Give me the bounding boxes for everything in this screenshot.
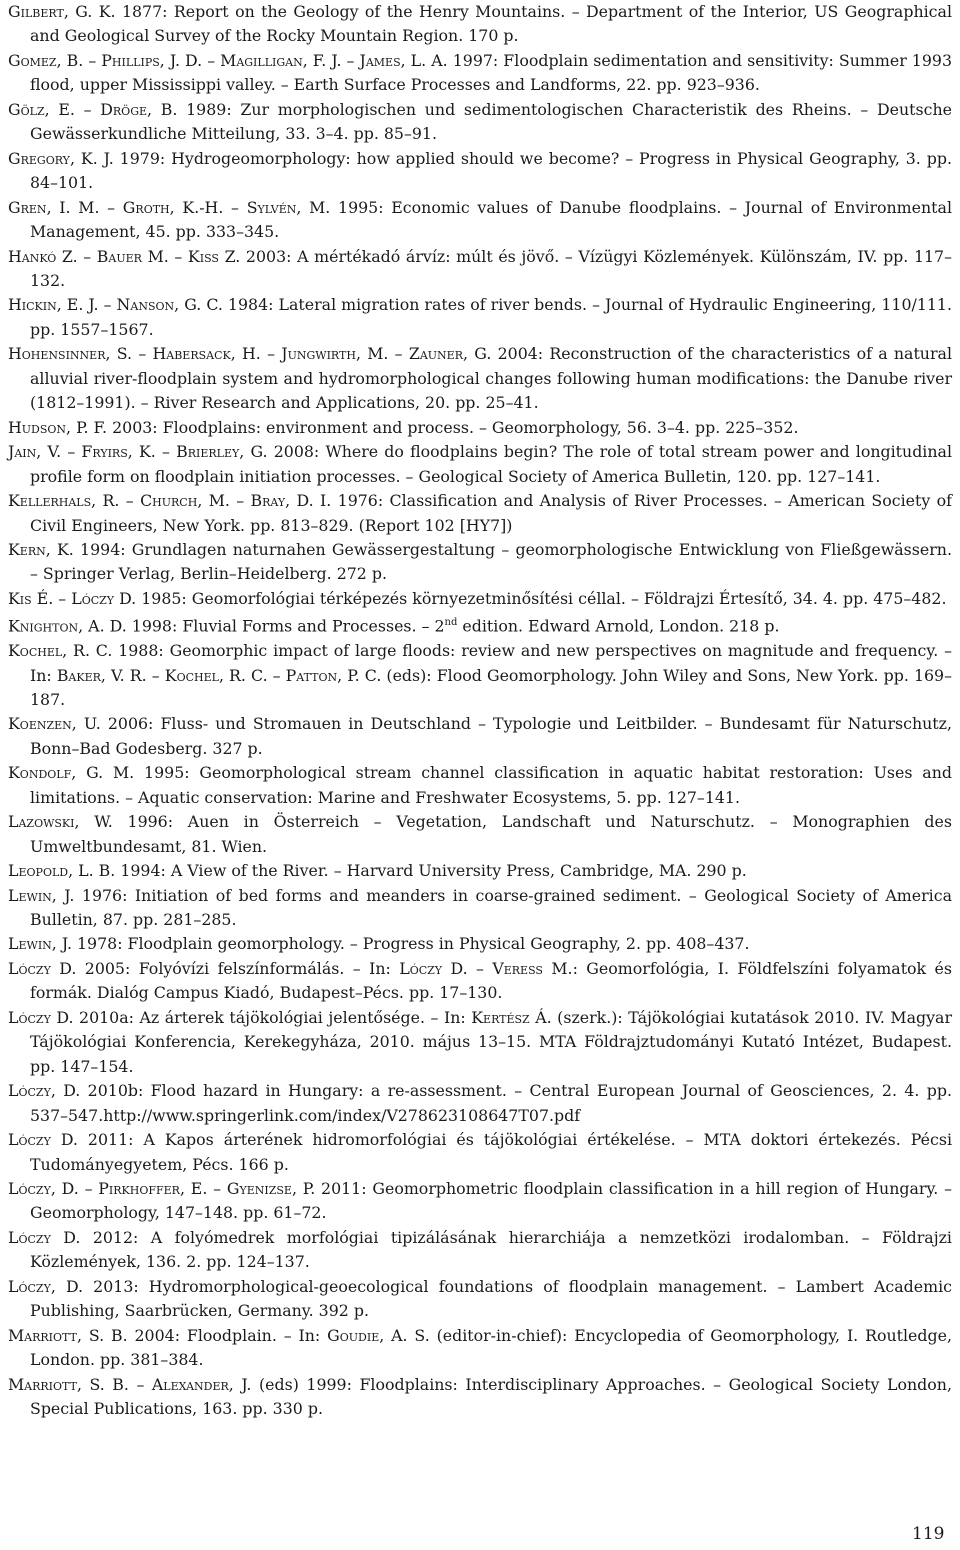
reference-entry [8,0,952,49]
author-name: Magilligan [220,50,303,70]
author-name: Kiss [187,246,219,266]
reference-text: , S. B. – [76,1374,152,1394]
author-name: Fryirs [81,442,128,462]
author-name: Phillips [101,50,160,70]
reference-entry [8,1006,952,1079]
author-name: Hohensinner [8,344,106,364]
reference-text: , K. 1994: Grundlagen naturnahen Gewässergestaltung – geomorphologische Entwicklung von Fließgewässern. – Springer Verlag, Berlin–Heidelberg. 272 p. [30,539,952,584]
author-name: Kondolf [8,763,72,783]
reference-text: , B. – [56,50,102,70]
author-name: Zauner [408,344,463,364]
author-name: Marriott [8,1374,77,1394]
reference-text: D. 2012: A folyómedrek morfológiai tipizálásának hierarchiája a nemzetközi irodalomban. – Földrajzi Közlemények, 136. 2. pp. 124–137. [30,1227,952,1272]
author-name: Lewin [8,885,52,905]
reference-text: , F. J. – [302,50,360,70]
reference-text: , D. 2013: Hydromorphological-geoecological foundations of floodplain management. – Lambert Academic Publishing, Saarbrücken, Germany. 392 p. [30,1276,952,1321]
reference-text: , E. J. – [56,295,117,315]
reference-entry [8,147,952,196]
reference-text: D. – [442,958,493,978]
reference-text: , E. – [179,1179,227,1199]
author-name: Bray [250,491,286,511]
reference-text: , V. R. – [100,665,165,685]
author-name: Gölz [8,99,45,119]
reference-text: , P. C. (eds): Flood Geomorphology. John Wiley and Sons, New York. pp. 169–187. [30,665,953,709]
reference-entry [8,587,952,611]
reference-text: , J. D. – [159,50,221,70]
reference-entry [8,342,952,415]
author-name: Jungwirth [281,344,356,364]
author-name: Hickin [8,295,57,315]
author-name: Dröge [100,99,148,119]
reference-text: , D. – [50,1179,99,1199]
author-name: Lóczy [71,588,115,608]
reference-entry [8,957,952,1006]
reference-entry [8,1226,952,1275]
reference-text: D. 2010a: Az árterek tájökológiai jelentősége. – In: [50,1007,472,1027]
reference-text: , J. 1976: Initiation of bed forms and meanders in coarse-grained sediment. – Geological Society of America Bulletin, 87. pp. 281–285. [30,885,952,930]
author-name: Goudie [327,1325,380,1345]
reference-entry [8,1128,952,1177]
reference-text: , S. B. 2004: Floodplain. – In: [76,1325,328,1345]
author-name: Jain [8,442,37,462]
reference-text: , D. 2010b: Flood hazard in Hungary: a re-assessment. – Central European Journal of Geosciences, 2. 4. pp. 537–547.http://www.springerlink.com/index/V278623108647T07.pdf [30,1081,952,1125]
author-name: Patton [285,665,338,685]
reference-entry [8,416,952,440]
reference-text: , A. S. (editor-in-chief): Encyclopedia of Geomorphology, I. Routledge, London. pp. 381–384. [30,1325,953,1370]
author-name: Alexander [151,1374,229,1394]
reference-entry [8,440,952,489]
author-name: Kellerhals [8,491,92,511]
reference-text: D. 2005: Folyóvízi felszínformálás. – In: [50,958,400,978]
reference-text: , K. – [127,442,177,462]
page-number: 119 [912,1524,945,1544]
reference-text: , M. 1995: Economic values of Danube floodplains. – Journal of Environmental Management, 45. pp. 333–345. [30,197,952,242]
reference-entry [8,1373,952,1422]
reference-text: , L. B. 1994: A View of the River. – Harvard University Press, Cambridge, MA. 290 p. [68,861,747,881]
author-name: Bauer [96,246,142,266]
reference-entry [8,49,952,98]
reference-entry [8,196,952,245]
reference-text: , R. – [91,491,141,511]
reference-text: É. – [31,588,72,608]
reference-text: , G. M. 1995: Geomorphological stream channel classification in aquatic habitat restoration: Uses and limitations. – Aquatic conservation: Marine and Freshwater Ecosystems, 5. pp. 127–141. [30,763,952,807]
superscript: nd [444,617,458,629]
author-name: Kochel [164,665,219,685]
author-name: Knighton [8,616,79,636]
reference-text: Z. – [56,246,97,266]
reference-text: , I. M. – [46,197,123,217]
reference-text: edition. Edward Arnold, London. 218 p. [457,616,780,636]
author-name: James [359,50,401,70]
reference-entry [8,245,952,294]
author-name: Kertész [471,1007,530,1027]
author-name: Gilbert [8,2,64,21]
reference-entry [8,859,952,883]
reference-text: , D. I. 1976: Classification and Analysis of River Processes. – American Society of Civil Engineers, New York. pp. 813–829. (Report 102 [HY7]) [30,491,952,535]
author-name: Lewin [8,934,52,954]
author-name: Lóczy [8,1227,51,1247]
author-name: Lóczy [8,1130,51,1150]
author-name: Marriott [8,1325,77,1345]
reference-entry [8,293,952,342]
author-name: Kochel [8,641,63,661]
author-name: Sylvén [246,197,297,217]
reference-text: , J. 1978: Floodplain geomorphology. – Progress in Physical Geography, 2. pp. 408–437. [51,934,750,954]
author-name: Kern [8,539,46,559]
reference-text: , G. 2004: Reconstruction of the characteristics of a natural alluvial river-floodplain system and hydromorphological changes following human modifications: the Danube river (1812–1991). – River Research and Applications, 20. pp. 25–41. [30,344,953,413]
reference-entry [8,1079,952,1128]
author-name: Lóczy [8,1081,51,1101]
reference-entry [8,611,952,639]
reference-text: , K. J. 1979: Hydrogeomorphology: how applied should we become? – Progress in Physical Geography, 3. pp. 84–101. [30,148,952,193]
reference-text: , S. – [105,344,153,364]
reference-entry [8,810,952,859]
author-name: Leopold [8,861,69,881]
author-name: Hankó [8,246,57,266]
author-name: Lóczy [399,958,443,978]
reference-text: , H. – [230,344,282,364]
reference-text: , E. – [44,99,101,119]
author-name: Brierley [176,442,240,462]
reference-text: , A. D. 1998: Fluvial Forms and Processes. – 2 [78,616,445,636]
reference-list [8,0,952,1422]
author-name: Groth [122,197,170,217]
reference-entry [8,932,952,956]
reference-text: , G. 2008: Where do floodplains begin? The role of total stream power and longitudinal profile form on floodplain initiation processes. – Geological Society of America Bulletin, 120. pp. 127–141. [30,442,952,486]
author-name: Habersack [152,344,231,364]
reference-text: M.: Geomorfológia, I. Földfelszíni folyamatok és formák. Dialóg Campus Kiadó, Budapest–Pécs. pp. 17–130. [30,958,952,1003]
reference-text: , B. 1989: Zur morphologischen und sedimentologischen Characteristik des Rheins. – Deutsche Gewässerkundliche Mitteilung, 33. 3–4. pp. 85–91. [30,99,952,144]
reference-text: , U. 2006: Fluss- und Stromauen in Deutschland – Typologie und Leitbilder. – Bundesamt für Naturschutz, Bonn–Bad Godesberg. 327 p. [30,714,952,758]
reference-entry [8,761,952,810]
reference-entry [8,1275,952,1324]
author-name: Koenzen [8,714,72,734]
reference-entry [8,712,952,761]
author-name: Hudson [8,417,67,437]
reference-text: M. – [141,246,188,266]
reference-text: Á. (szerk.): Tájökológiai kutatások 2010. IV. Magyar Tájökológiai Konferencia, Kerekegyháza, 2010. május 13–15. MTA Földrajztudományi Kutató Intézet, Budapest. pp. 147–154. [30,1007,953,1076]
reference-entry [8,1177,952,1226]
author-name: Pirkhoffer [98,1179,180,1199]
reference-entry [8,1324,952,1373]
reference-text: , J. (eds) 1999: Floodplains: Interdisciplinary Approaches. – Geological Society London, Special Publications, 163. pp. 330 p. [30,1374,953,1419]
reference-text: , G. C. 1984: Lateral migration rates of river bends. – Journal of Hydraulic Engineering, 110/111. pp. 1557–1567. [30,295,952,339]
reference-text: , R. C. – [218,665,286,685]
author-name: Kis [8,588,32,608]
reference-text: , G. K. 1877: Report on the Geology of the Henry Mountains. – Department of the Interior, US Geographical and Geological Survey of the Rocky Mountain Region. 170 p. [30,2,952,46]
reference-entry [8,538,952,587]
reference-text: , M. – [355,344,409,364]
author-name: Lóczy [8,958,51,978]
reference-entry [8,639,952,712]
author-name: Gyenizse [226,1179,292,1199]
reference-entry [8,98,952,147]
author-name: Church [140,491,198,511]
reference-text: , L. A. 1997: Floodplain sedimentation and sensitivity: Summer 1993 flood, upper Mississippi valley. – Earth Surface Processes and Landforms, 22. pp. 923–936. [30,50,953,95]
author-name: Gomez [8,50,57,70]
reference-entry [8,489,952,538]
author-name: Gregory [8,148,70,168]
author-name: Veress [492,958,543,978]
author-name: Lóczy [8,1007,51,1027]
reference-text: , R. C. 1988: Geomorphic impact of large floods: review and new perspectives on magnitude and frequency. – In: [30,641,952,685]
reference-text: , V. – [36,442,82,462]
reference-text: D. 1985: Geomorfológiai térképezés környezetminősítési céllal. – Földrajzi Értesítő, 34. 4. pp. 475–482. [114,588,947,608]
author-name: Lazowski [8,812,75,832]
reference-text: , K.-H. – [169,197,247,217]
reference-text: Z. 2003: A mértékadó árvíz: múlt és jövő. – Vízügyi Közlemények. Különszám, IV. pp. 117–132. [30,246,952,290]
author-name: Baker [56,665,101,685]
reference-entry [8,884,952,933]
reference-text: , P. 2011: Geomorphometric floodplain classification in a hill region of Hungary. – Geomorphology, 147–148. pp. 61–72. [30,1179,952,1223]
author-name: Gren [8,197,47,217]
reference-text: , W. 1996: Auen in Österreich – Vegetation, Landschaft und Naturschutz. – Monographien des Umweltbundesamt, 81. Wien. [30,812,952,856]
reference-text: D. 2011: A Kapos árterének hidromorfológiai és tájökológiai értékelése. – MTA doktori értekezés. Pécsi Tudományegyetem, Pécs. 166 p. [30,1130,952,1174]
author-name: Lóczy [8,1179,51,1199]
author-name: Nanson [116,295,175,315]
reference-text: , M. – [197,491,251,511]
reference-text: , P. F. 2003: Floodplains: environment and process. – Geomorphology, 56. 3–4. pp. 225–352. [66,417,799,437]
author-name: Lóczy [8,1276,51,1296]
